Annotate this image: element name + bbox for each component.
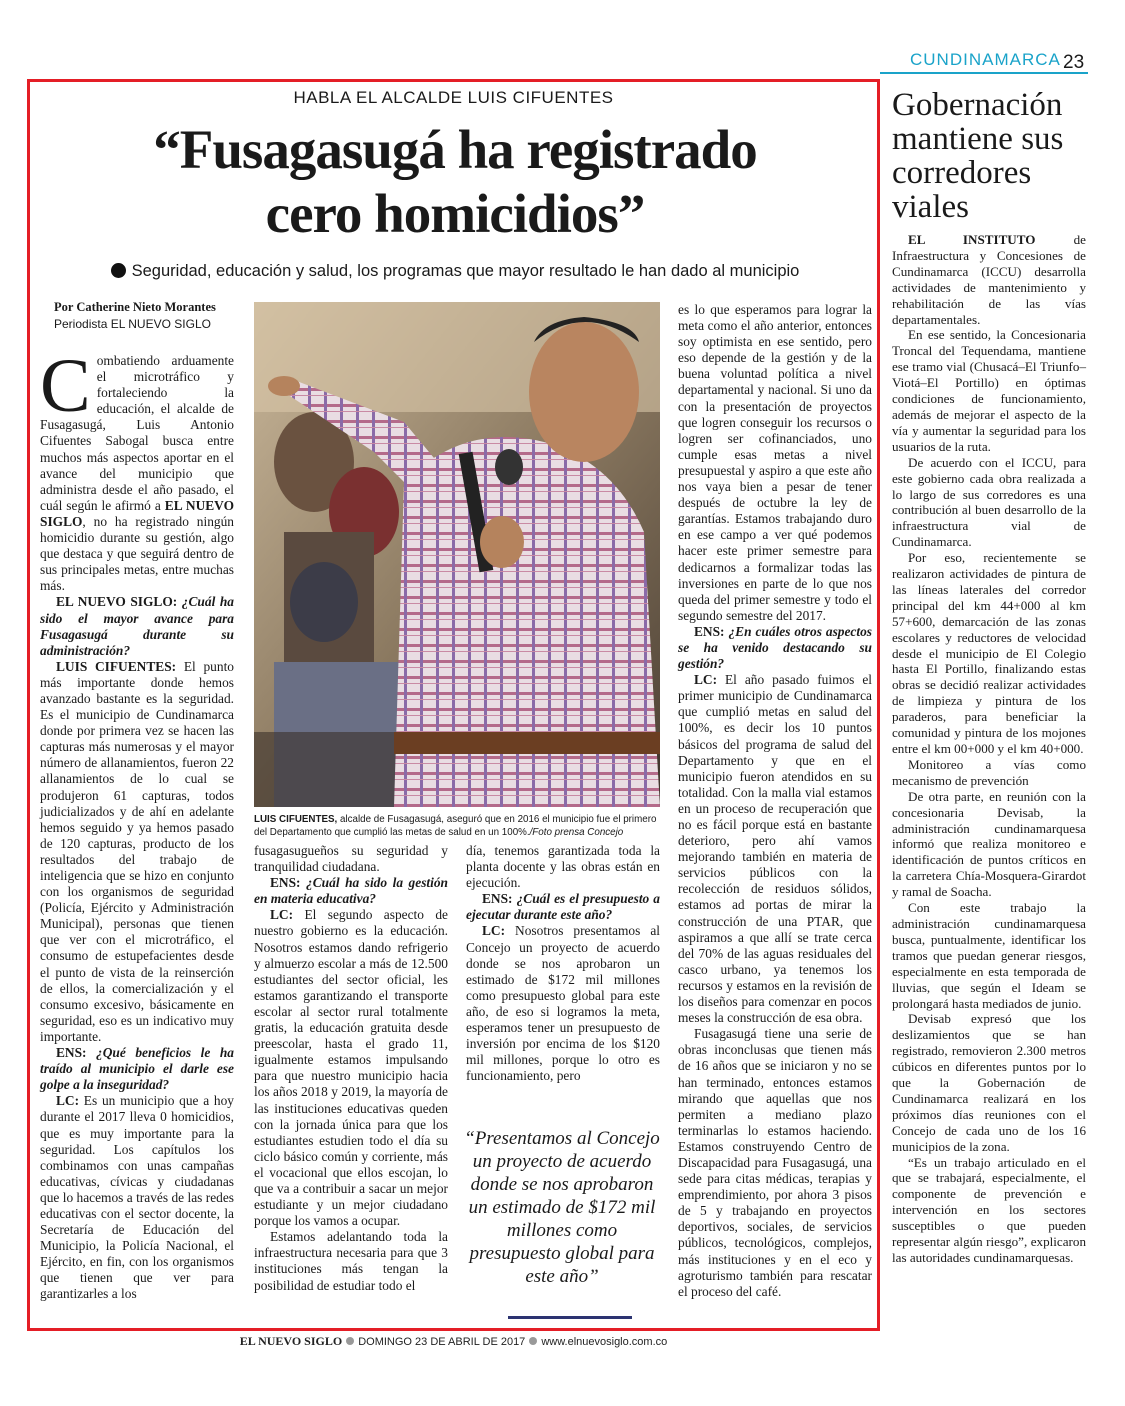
byline: Por Catherine Nieto Morantes (54, 300, 216, 314)
sidebar-paragraph-6: De otra parte, en reunión con la concesionaria Devisab, la administración cundinamarquesa informó que realiza monitoreo e identificación de puntos críticos en la carretera Chía-Mosquera-Girardot y ramal de Soacha. (892, 788, 1086, 900)
intro-paragraph: Combatiendo arduamente el microtráfico y fortaleciendo la educación, el alcalde de Fusagasugá, Luis Antonio Cifuentes Sabogal busca entre muchos más aspectos aportar en el avance del municipio que administra desde el año pasado, el cuál según le afirmó a EL NUEVO SIGLO, no ha registrado ningún homicidio durante su gestión, algo que destaca y que seguirá dentro de sus principales metas, entre muchas más. (40, 344, 234, 594)
question-5: ENS: ¿En cuáles otros aspectos se ha venido destacando su gestión? (678, 623, 872, 672)
question-2: ENS: ¿Qué beneficios le ha traído al municipio el darle ese golpe a la inseguridad? (40, 1045, 234, 1093)
sidebar-paragraph-1: EL INSTITUTO de Infraestructura y Concesiones de Cundinamarca (ICCU) desarrolla actividades de mantenimiento y rehabilitación de las vías departamentales. (892, 232, 1086, 327)
article-deck (40, 262, 870, 281)
page-number: 23 (1063, 52, 1085, 73)
answer-2: LC: Es un municipio que a hoy durante el 2017 lleva 0 homicidios, que es muy importante para la seguridad. Los capítulos los combinamos con unas campañas educativas, cívicas y ciudadanas que lo hacemos a través de las redes educativas con el sector docente, la Secretaría de Educación del Municipio, la Policía Nacional, el Ejército, en fin, con los organismos que tienen que ver para garantizarles a los (40, 1093, 234, 1302)
drop-cap: C (40, 344, 91, 428)
sidebar-paragraph-2: En ese sentido, la Concesionaria Troncal del Tequendama, mantiene ese tramo vial (Chusacá–El Triunfo–Viotá–El Portillo) en óptimas condiciones de funcionamiento, además de mejorar el aspecto de la vía y aumentar la seguridad para los usuarios de la ruta. (892, 327, 1086, 454)
footer-paper-name: EL NUEVO SIGLO (239, 1334, 343, 1348)
footer-date: DOMINGO 23 DE ABRIL DE 2017 (358, 1336, 526, 1348)
sidebar-subhead: Monitoreo a vías como mecanismo de prevención (892, 756, 1086, 788)
photo-caption: LUIS CIFUENTES, alcalde de Fusagasugá, aseguró que en 2016 el municipio fue el primero del Departamento que cumplió las metas de salud en un 100%./Foto prensa Concejo (254, 814, 657, 838)
article-kicker: HABLA EL ALCALDE LUIS CIFUENTES (293, 88, 614, 107)
article-column-3 (466, 843, 660, 1084)
question-1: EL NUEVO SIGLO: ¿Cuál ha sido el mayor avance para Fusagasugá durante su administración? (40, 594, 234, 658)
deck-text: Seguridad, educación y salud, los programas que mayor resultado le han dado al municipio (131, 262, 800, 280)
col4-paragraph-1: es lo que esperamos para lograr la meta como el año anterior, entonces soy optimista en ese sentido, pero eso depende de la gestión y de la buena voluntad política a nivel departamental y nacional. Si uno da con la presentación de proyectos que logren conseguir los recursos o logren ser cofinanciados, uno cumple esas metas a nivel presupuestal y aspiro a que este año nos vaya bien a pesar de tener después de octubre la ley de garantías. Estamos trabajando duro en ese campo a ver qué podemos hacer este primer semestre para dedicarnos a formalizar todas las inversiones en parte de lo que nos queda del primer semestre y todo el segundo semestre del 2017. (678, 302, 872, 623)
question-3: ENS: ¿Cuál ha sido la gestión en materia educativa? (254, 875, 448, 907)
footer-url: www.elnuevosiglo.com.co (541, 1336, 668, 1348)
article-column-4 (678, 302, 872, 1300)
sidebar-paragraph-4: Por eso, recientemente se realizaron actividades de pintura de las líneas laterales del corredor principal del km 44+000 al km 57+600, demarcación de las zonas escolares y reductores de velocidad desde el municipio de El Colegio hasta El Portillo, finalizando estas obras se decidió realizar actividades de limpieza y pintura de los paraderos, para beneficiar la comunidad y pintura de los mojones entre el km 00+000 y el km 40+000. (892, 550, 1086, 756)
answer-3: LC: El segundo aspecto de nuestro gobierno es la educación. Nosotros estamos dando refrigerio y almuerzo escolar a más de 12.500 estudiantes del sector oficial, les estamos garantizando el transporte escolar al sector rural totalmente gratis, la educación gratuita desde preescolar, hasta el grado 11, igualmente estamos impulsando para que nuestro municipio hacia los años 2018 y 2019, la mayoría de las instituciones educativas queden con la jornada única para que los estudiantes estudien todo el día su ciclo básico común y corriente, más el vocacional que ellos escojan, lo que va a contribuir a sacar un mejor estudiante y un mejor ciudadano porque los vamos a ocupar. (254, 907, 448, 1229)
headline-line-2: cero homicidios” (265, 183, 645, 244)
footer-dot-icon (346, 1337, 354, 1345)
section-label: CUNDINAMARCA (910, 50, 1061, 69)
bullet-icon (111, 263, 126, 278)
sidebar-paragraph-3: De acuerdo con el ICCU, para este gobierno cada obra realizada a lo largo de sus corredores es una contribución al buen desarrollo de la infraestructura vial de Cundinamarca. (892, 454, 1086, 550)
sidebar-paragraph-9: “Es un trabajo articulado en el que se trabajará, especialmente, el componente de prevención e intervención en los sectores susceptibles o que pueden representar algún riesgo”, explicaron las autoridades cundinamarquesas. (892, 1154, 1086, 1265)
answer-1: LUIS CIFUENTES: El punto más importante donde hemos avanzado bastante es la seguridad. Es el municipio de Cundinamarca donde por primera vez se hacen las capturas más numerosas y el mayor número de allanamientos, fueron 22 allanamientos de lo cual se produjeron 61 capturas, todos judicializados y de ahí en adelante hemos seguido y ya hemos pasado de 120 capturas, producto de los resultados del trabajo de inteligencia que se hizo en conjunto con los organismos de seguridad (Policía, Ejército y Administración Municipal), personas que tienen que ver con el microtráfico, el consumo de estupefacientes desde el punto de vista de la reinserción de ellos, la comercialización y el consumo excesivo, básicamente en seguridad, eso es un indicativo muy importante. (40, 658, 234, 1044)
mayor-photo (254, 302, 660, 807)
page-footer (27, 1334, 880, 1349)
col4-paragraph-2: Fusagasugá tiene una serie de obras inconclusas que tienen más de 16 años que se iniciaron y no se han terminado, entonces estamos mirando que aquellas que nos permiten a mediano plazo terminarlas lo estamos haciendo. Estamos construyendo Centro de Discapacidad para Fusagasugá, una sede para citas médicas, terapias y emprendimiento, por ahora 3 pisos de 5 y trabajando en proyectos deportivos, sociales, de servicios públicos, tecnológicos, complejos, más instituciones y en el eco y agroturismo también para rescatar el proceso del café. (678, 1026, 872, 1299)
sidebar-paragraph-8: Devisab expresó que los deslizamientos que se han registrado, removieron 2.300 metros cúbicos en diferentes puntos por lo que la Gobernación de Cundinamarca realizará en los próximos días reuniones con el Concejo de cada uno de los 16 municipios de la zona. (892, 1011, 1086, 1154)
article-column-1 (40, 344, 234, 1303)
col2-paragraph-2: Estamos adelantando toda la infraestructura necesaria para que 3 instituciones más tengan la posibilidad de estudiar todo el (254, 1229, 448, 1293)
author-role: Periodista EL NUEVO SIGLO (54, 317, 211, 331)
footer-dot-icon (529, 1337, 537, 1345)
question-4: ENS: ¿Cuál es el presupuesto a ejecutar durante este año? (466, 891, 660, 923)
col2-paragraph-1: fusagasugueños su seguridad y tranquilidad ciudadana. (254, 843, 448, 875)
col3-paragraph-1: día, tenemos garantizada toda la planta docente y las obras están en ejecución. (466, 843, 660, 891)
mayor-photo-illustration (254, 302, 660, 807)
pull-quote: “Presentamos al Concejo un proyecto de acuerdo donde se nos aprobaron un estimado de $172 mil millones como presupuesto global para este año” (464, 1128, 660, 1287)
article-column-2 (254, 843, 448, 1294)
sidebar-paragraph-7: Con este trabajo la administración cundinamarquesa busca, puntualmente, identificar los tramos que puedan generar riesgos, especialmente en esta temporada de lluvias, que según el Ideam se prolongará hasta mediados de junio. (892, 900, 1086, 1011)
section-rule (880, 72, 1088, 74)
pull-quote-rule (508, 1316, 632, 1319)
article-headline (40, 118, 870, 246)
sidebar-column (892, 232, 1086, 1266)
sidebar-headline: Gobernación mantiene sus corredores viales (892, 87, 1064, 225)
answer-4: LC: Nosotros presentamos al Concejo un proyecto de acuerdo donde se nos aprobaron un estimado de $172 mil millones como presupuesto global para este año, de eso si logramos la meta, esperamos tener un presupuesto de inversión por encima de los $120 mil millones, porque lo otro es funcionamiento, pero (466, 923, 660, 1084)
headline-line-1: “Fusagasugá ha registrado (153, 119, 757, 180)
answer-5: LC: El año pasado fuimos el primer municipio de Cundinamarca que cumplió metas en salud del 100%, es decir los 10 puntos básicos del programa de salud del Departamento y que en el municipio fueron atendidos en su totalidad. Con la malla vial estamos en un proceso de recuperación que no es fácil porque está en bastante deterioro, pero ahí vamos mejorando también en materia de servicios públicos con la recolección de residuos sólidos, estamos ad portas de mirar la construcción de una PTAR, que aspiramos a que allí se trate cerca del 70% de las aguas residuales del casco urbano, ya tenemos los recursos y estamos en la revisión de los diseños para comenzar en pocos meses la construcción de esa obra. (678, 672, 872, 1026)
photo-credit: /Foto prensa Concejo (529, 827, 624, 838)
